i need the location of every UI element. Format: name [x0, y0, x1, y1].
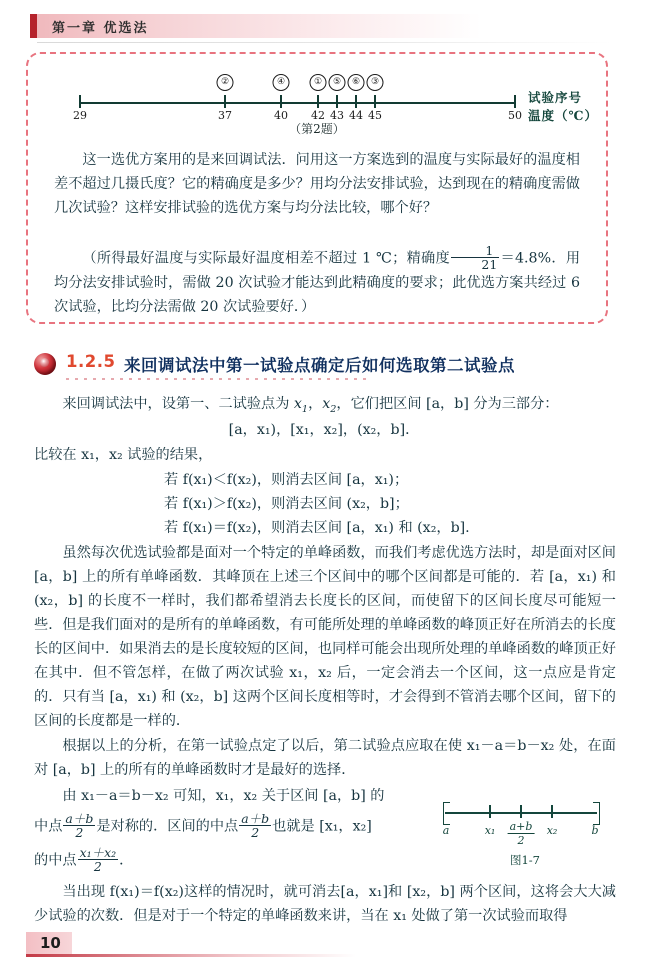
fraction-denominator: 2	[508, 833, 535, 847]
fraction-denominator: 2	[63, 825, 95, 839]
page-number: 10	[40, 934, 61, 952]
tick-label-44: 44	[349, 109, 363, 122]
tick-50	[514, 95, 516, 108]
exercise-answer-paragraph	[54, 244, 580, 319]
midpoint-fraction-1	[63, 812, 95, 839]
tick-40	[280, 95, 282, 108]
figure-label-x2: x₂	[546, 824, 558, 837]
case-line-3: 若 f(x₁)＝f(x₂)，则消去区间 [a，x₁) 和 (x₂，b].	[164, 520, 470, 536]
inline-x1: $x_1$	[293, 396, 309, 415]
trial-marker-3: ③	[367, 74, 384, 91]
paragraph-conclusion: 根据以上的分析，在第一试验点定了以后，第二试验点应取在使 x₁－a＝b－x₂ 处，在面对 [a，b] 上的所有的单峰函数时才是最好的选择．	[34, 738, 616, 778]
tick-44	[355, 95, 357, 108]
tick-label-50: 50	[508, 109, 522, 122]
temperature-number-line	[28, 54, 606, 136]
case-line-2: 若 f(x₁)＞f(x₂)，则消去区间 (x₂，b]；	[164, 496, 409, 512]
header-accent-bar	[30, 14, 37, 38]
tick-label-45: 45	[368, 109, 382, 122]
paragraph-unimodal-analysis: 虽然每次优选试验都是面对一个特定的单峰函数，而我们考虑优选方法时，却是面对区间 [a，b] 上的所有单峰函数．其峰顶在上述三个区间中的哪个区间都是可能的．若 [a，x₁) 和 (x₂，b] 的长度不一样时，我们都希望消去长度长的区间，而使留下的区间长度尽可能短一些．但是我们面对的是所有的单峰函数，有可能所处理的单峰函数的峰顶正好在所消去的长度长的区间中．如果消去的是长度较短的区间，也同样可能会出现所处理的单峰函数的峰顶正好在其中．但不管怎样，在做了两次试验 x₁，x₂ 后，一定会消去一个区间，这一点应是肯定的．只有当 [a，x₁) 和 (x₂，b] 这两个区间长度相等时，才会得到不管消去哪个区间，留下的区间的长度都是一样的．	[34, 545, 616, 729]
paragraph-setup: 来回调试法中，设第一、二试验点为 $x_1$，$x_2$，它们把区间 [a，b] 分为三部分：	[62, 396, 559, 415]
answer-text-part1: （所得最好温度与实际最好温度相差不超过 1 ℃；精确度	[82, 250, 450, 267]
tick-label-29: 29	[73, 109, 87, 122]
figure-label-x1: x₁	[484, 824, 496, 837]
running-header	[30, 14, 620, 40]
fraction-denominator: 21	[451, 257, 499, 271]
exercise-question-paragraph: 这一选优方案用的是来回调试法．问用这一方案选到的温度与实际最好的温度相差不超过几摄氏度？它的精确度是多少？用均分法安排试验，达到现在的精确度需做几次试验？这样安排试验的选优方案与均分法比较，哪个好？	[54, 152, 580, 216]
inline-x2: $x_2$	[322, 396, 337, 415]
tick-29	[79, 95, 81, 108]
section-number: 1.2.5	[66, 352, 116, 371]
midpoint-label-1: 中点	[34, 818, 63, 835]
midpoint-text-post: 也就是 [x₁，x₂]	[272, 818, 372, 835]
paragraph-equal-case: 当出现 f(x₁)＝f(x₂)这样的情况时，就可消去[a，x₁]和 [x₂，b] 两个区间，这将会大大减少试验的次数．但是对于一个特定的单峰函数来讲，当在 x₁ 处做了第一次试验而取得	[34, 884, 616, 924]
axis-legend-temperature: 温度（℃）	[528, 108, 598, 123]
intervals-line: [a，x₁)，[x₁，x₂]，(x₂，b]．	[228, 422, 420, 438]
figure-caption-problem2: （第2题）	[289, 122, 345, 136]
tick-42	[317, 95, 319, 108]
fraction-numerator: 1	[485, 243, 494, 258]
section-heading	[34, 350, 614, 384]
tick-label-43: 43	[330, 109, 344, 122]
midpoint-fraction-2	[239, 812, 271, 839]
fraction-numerator: a＋b	[65, 811, 94, 826]
midpoint-text-mid: 是对称的．区间的中点	[96, 818, 239, 835]
figure-midpoint-fraction	[508, 820, 535, 847]
trial-marker-2: ②	[217, 74, 234, 91]
axis-legend-trial-order: 试验序号	[528, 90, 583, 105]
compare-line: 比较在 x₁，x₂ 试验的结果，	[34, 447, 213, 463]
figure-tick-x2	[551, 805, 553, 818]
fraction-numerator: a+b	[509, 820, 533, 833]
sphere-bullet-icon	[34, 353, 56, 375]
paragraph-setup-text-b: ，它们把区间 [a，b] 分为三部分：	[336, 396, 559, 412]
answer-text-part2: ＝4.8%．用均分法安排试验时，需做 20 次试验才能达到此精确度的要求；此优选方案共经过 6 次试验，比均分法需做 20 次试验要好．）	[54, 250, 581, 316]
tick-label-40: 40	[274, 109, 288, 122]
tick-label-42: 42	[311, 109, 325, 122]
fraction-numerator: a＋b	[241, 811, 270, 826]
figure-label-b: b	[591, 824, 599, 837]
paragraph-symmetry-line3	[34, 846, 434, 873]
midpoint-text-end: ．	[119, 852, 134, 869]
fraction-denominator: 2	[239, 825, 271, 839]
figure-tick-x1	[489, 805, 491, 818]
section-dotted-rule	[66, 378, 366, 380]
figure-tick-mid	[520, 805, 522, 818]
tick-45	[374, 95, 376, 108]
paragraph-setup-text-a: 来回调试法中，设第一、二试验点为	[62, 396, 294, 412]
exercise-box	[26, 52, 608, 324]
trial-marker-5: ⑤	[329, 74, 346, 91]
figure-right-bracket	[593, 802, 600, 825]
accuracy-fraction	[451, 244, 499, 271]
paragraph-symmetry-line2	[34, 812, 434, 839]
midpoint-label-2: 的中点	[34, 852, 77, 869]
tick-label-37: 37	[218, 109, 232, 122]
symmetry-text-line1: 由 x₁－a＝b－x₂ 可知，x₁，x₂ 关于区间 [a，b] 的	[62, 788, 385, 804]
header-rule	[37, 42, 612, 43]
fraction-denominator: 2	[78, 859, 119, 873]
fraction-numerator: x₁＋x₂	[79, 845, 117, 860]
figure-left-bracket	[443, 802, 450, 825]
trial-marker-1: ①	[310, 74, 327, 91]
chapter-title: 第一章 优选法	[52, 21, 149, 36]
trial-marker-6: ⑥	[348, 74, 365, 91]
case-line-1: 若 f(x₁)＜f(x₂)，则消去区间 [a，x₁)；	[164, 472, 409, 488]
section-title: 来回调试法中第一试验点确定后如何选取第二试验点	[124, 356, 515, 375]
paragraph-symmetry-line1	[34, 784, 434, 808]
midpoint-fraction-3	[78, 846, 119, 873]
tick-37	[224, 95, 226, 108]
page-footer	[26, 932, 606, 958]
figure-caption: 图1-7	[509, 853, 541, 867]
figure-label-a: a	[442, 824, 450, 837]
tick-43	[336, 95, 338, 108]
number-line-axis	[79, 102, 515, 104]
figure-1-7	[432, 790, 618, 868]
trial-marker-4: ④	[273, 74, 290, 91]
footer-rule	[26, 954, 356, 957]
